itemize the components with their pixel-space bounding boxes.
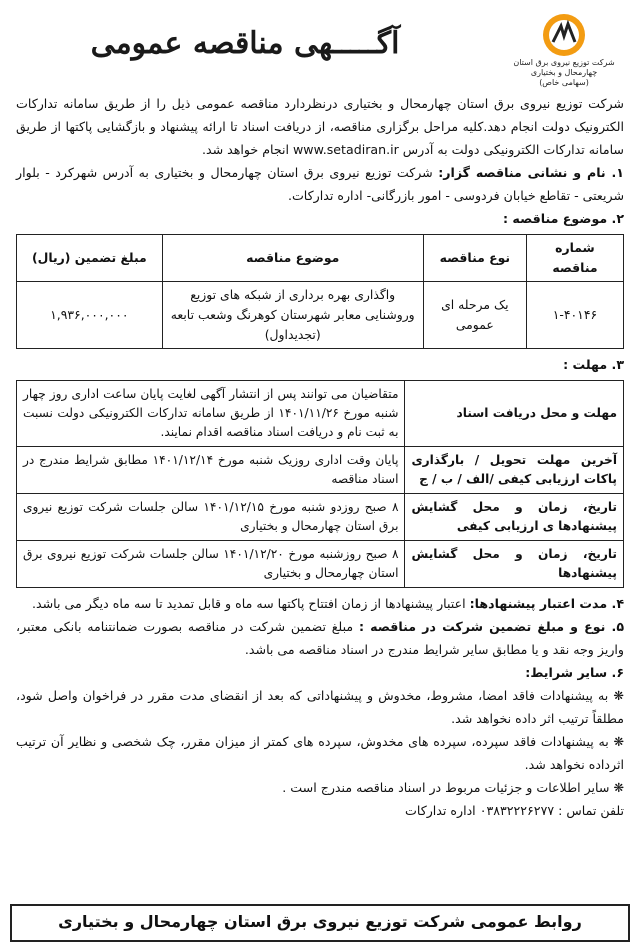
condition-text: سایر اطلاعات و جزئیات مربوط در اسناد مناقصه مندرج است .: [282, 780, 610, 795]
col-guarantee-amount: مبلغ تضمین (ریال): [17, 235, 163, 282]
section-5-heading: ۵. نوع و مبلغ تضمین شرکت در مناقصه :: [358, 619, 624, 634]
logo-company-type: (سهامی خاص): [539, 78, 589, 87]
col-tender-type: نوع مناقصه: [423, 235, 526, 282]
table-row: [17, 494, 624, 541]
condition-text: به پیشنهادات فاقد امضا، مشروط، مخدوش و پیشنهاداتی که بعد از انقضای مدت مقرر در فراخوان واصل شود، مطلقاً ترتیب اثر داده نخواهد شد.: [16, 688, 624, 726]
company-logo: [504, 12, 624, 88]
col-tender-number: شماره مناقصه: [526, 235, 623, 282]
condition-text: به پیشنهادات فاقد سپرده، سپرده های مخدوش، سپرده های کمتر از میزان مقرر، چک شخصی و نظایر آن ترتیب اثرداده نخواهد شد.: [16, 734, 624, 772]
deadline-value: ۸ صبح روزشنبه مورخ ۱۴۰۱/۱۲/۲۰ سالن جلسات شرکت توزیع نیروی برق استان چهارمحال و بختیاری: [17, 541, 405, 588]
deadline-value: ۸ صبح روزدو شنبه مورخ ۱۴۰۱/۱۲/۱۵ سالن جلسات شرکت توزیع نیروی برق استان چهارمحال و بختیاری: [17, 494, 405, 541]
notice-body: [16, 92, 624, 822]
page-title: آگـــــهی مناقصه عمومی: [90, 26, 400, 61]
section-4-text: اعتبار پیشنهادها از زمان افتتاح پاکتها سه ماه و قابل تمدید تا سه ماه دیگر می باشد.: [32, 596, 466, 611]
deadline-label: آخرین مهلت تحویل / بارگذاری پاکات ارزیابی کیفی /الف / ب / ج: [405, 447, 624, 494]
logo-company-name: شرکت توزیع نیروی برق استان چهارمحال و بختیاری: [513, 58, 615, 77]
col-tender-subject: موضوع مناقصه: [162, 235, 423, 282]
intro-paragraph: شرکت توزیع نیروی برق استان چهارمحال و بختیاری درنظردارد مناقصه عمومی ذیل را از طریق سامانه تدارکات الکترونیک دولت انجام دهد.کلیه مراحل برگزاری مناقصه، از دریافت اسناد تا ارائه پیشنهاد و بازگشایی پاکتها از طریق سامانه تدارکات الکترونیکی دولت به آدرس www.setadiran.ir انجام خواهد شد.: [16, 96, 624, 157]
contact-phone: تلفن تماس : ۰۳۸۳۲۲۲۶۲۷۷ اداره تدارکات: [405, 803, 624, 818]
section-1: [16, 161, 624, 207]
table-row: [17, 447, 624, 494]
cell-tender-type: یک مرحله ای عمومی: [423, 282, 526, 349]
section-5-text: مبلغ تضمین شرکت در مناقصه بصورت ضمانتنامه بانکی معتبر، واریز وجه نقد و یا مطابق سایر شرایط مندرج در اسناد مناقصه می باشد.: [16, 619, 624, 657]
public-relations-footer: روابط عمومی شرکت توزیع نیروی برق استان چهارمحال و بختیاری: [10, 904, 630, 942]
section-3-heading: ۳. مهلت :: [563, 357, 624, 372]
deadline-label: تاریخ، زمان و محل گشایش پیشنهادها: [405, 541, 624, 588]
section-6-heading: ۶. سایر شرایط:: [525, 665, 624, 680]
cell-tender-number: ۱-۴۰۱۴۶: [526, 282, 623, 349]
deadline-label: تاریخ، زمان و محل گشایش پیشنهادها ی ارزیابی کیفی: [405, 494, 624, 541]
header: [10, 8, 630, 88]
cell-tender-subject: واگذاری بهره برداری از شبکه های توزیع وروشنایی معابر شهرستان کوهرنگ وشعب تابعه (تجدیداول): [162, 282, 423, 349]
deadline-value: پایان وقت اداری روزیک شنبه مورخ ۱۴۰۱/۱۲/۱۴ مطابق شرایط مندرج در اسناد مناقصه: [17, 447, 405, 494]
section-4-heading: ۴. مدت اعتبار پیشنهادها:: [469, 596, 624, 611]
power-company-logo-icon: [541, 12, 587, 58]
cell-guarantee-amount: ۱,۹۳۶,۰۰۰,۰۰۰: [17, 282, 163, 349]
list-item: [16, 730, 624, 776]
section-4: [16, 592, 624, 615]
section-2-heading: ۲. موضوع مناقصه :: [503, 211, 624, 226]
tender-subject-table: [16, 234, 624, 349]
bullet-icon: ❋: [608, 734, 624, 749]
bullet-icon: ❋: [609, 780, 624, 795]
section-5: [16, 615, 624, 661]
list-item: [16, 776, 624, 799]
table-row: [17, 381, 624, 447]
list-item: [16, 684, 624, 730]
deadlines-table: [16, 380, 624, 588]
section-1-text: شرکت توزیع نیروی برق استان چهارمحال و بختیاری به آدرس شهرکرد - بلوار شریعتی - تقاطع خیابان فردوسی - امور بازرگانی- اداره تدارکات.: [16, 165, 624, 203]
section-1-heading: ۱. نام و نشانی مناقصه گزار:: [438, 165, 624, 180]
bullet-icon: ❋: [608, 688, 624, 703]
table-row: [17, 541, 624, 588]
table-header-row: [17, 235, 624, 282]
deadline-label: مهلت و محل دریافت اسناد: [405, 381, 624, 447]
deadline-value: متقاضیان می توانند پس از انتشار آگهی لغایت پایان ساعت اداری روز چهار شنبه مورخ ۱۴۰۱/۱۱/۲۶ از طریق سامانه تدارکات الکترونیکی دولت نسبت به ثبت نام و دریافت اسناد مناقصه اقدام نمایند.: [17, 381, 405, 447]
table-row: [17, 282, 624, 349]
